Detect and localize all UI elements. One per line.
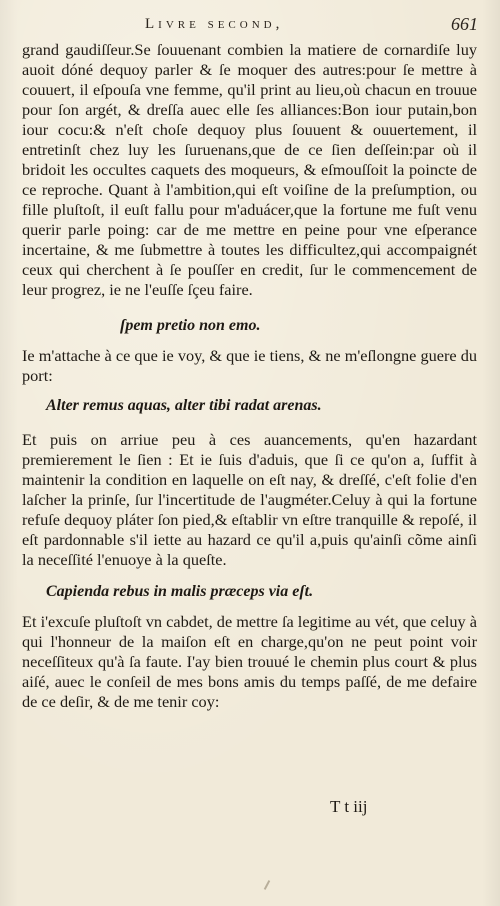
paragraph-2: Ie m'attache à ce que ie voy, & que ie tiens, & ne m'eſlongne guere du port: bbox=[22, 346, 477, 385]
paragraph-1: grand gaudiſſeur.Se ſouuenant combien la matiere de cornardiſe luy auoit dóné dequoy parler & ſe moquer des autres:pour ſe mettre à couuert, il eſpouſa vne femme, qu'il print au lieu,où chacun en trouue pour ſon argét, & dreſſa auec elle ſes alliances:Bon iour putain,bon iour cocu:& n'eſt choſe dequoy plus ſouuent & ouuertement, il entretinſt chez luy les ſuruenans,que de ce ſien deſſein:par où il bridoit les occultes caquets des moqueurs, & eſmouſſoit la poincte de ce reproche. Quant à l'ambition,qui eſt voiſine de la preſumption, ou fille pluſtoſt, il euſt fallu pour m'aduácer,que la fortune me fuſt venu querir parle poing: car de me mettre en peine pour vne eſperance incertaine, & me ſubmettre à toutes les difficultez,qui accompaignét ceux qui cherchent à ſe pouſſer en credit, ſur le commencement de leur progrez, ie ne l'euſſe ſçeu faire. bbox=[22, 40, 477, 299]
page-header bbox=[20, 14, 480, 38]
running-head: Livre second, bbox=[145, 16, 284, 32]
latin-quote-2: Alter remus aquas, alter tibi radat arenas. bbox=[46, 397, 322, 414]
main-text-block bbox=[22, 40, 477, 712]
signature-mark: T t iij bbox=[330, 797, 368, 816]
paragraph-4: Et i'excuſe pluſtoſt vn cabdet, de mettre ſa legitime au vét, que celuy à qui l'honneur de la maiſon eſt en charge,qu'on ne peut point voir neceſſiteux qu'à ſa faute. I'ay bien trouué le chemin plus court & plus aiſé, auec le conſeil de mes bons amis du temps paſſé, de me defaire de ce deſir, & de me tenir coy: bbox=[22, 612, 477, 711]
paragraph-3: Et puis on arriue peu à ces auancements, qu'en hazardant premierement le ſien : Et ie ſuis d'aduis, que ſi ce qu'on a, ſuffit à maintenir la condition en laquelle on eſt nay, & dreſſé, c'eſt folie d'en laſcher la prinſe, ſur l'incertitude de l'augméter.Celuy à qui la fortune refuſe dequoy pláter ſon pied,& eſtablir vn eſtre tranquille & repoſé, il eſt pardonnable s'il iette au hazard ce qu'il a,puis qu'ainſi cõme ainſi la neceſſité l'enuoye à la queſte. bbox=[22, 430, 477, 569]
paper-mark bbox=[264, 880, 270, 890]
latin-quote-1: ſpem pretio non emo. bbox=[120, 317, 261, 334]
page-number: 661 bbox=[451, 14, 478, 34]
latin-quote-3: Capienda rebus in malis præceps via eſt. bbox=[46, 583, 314, 600]
